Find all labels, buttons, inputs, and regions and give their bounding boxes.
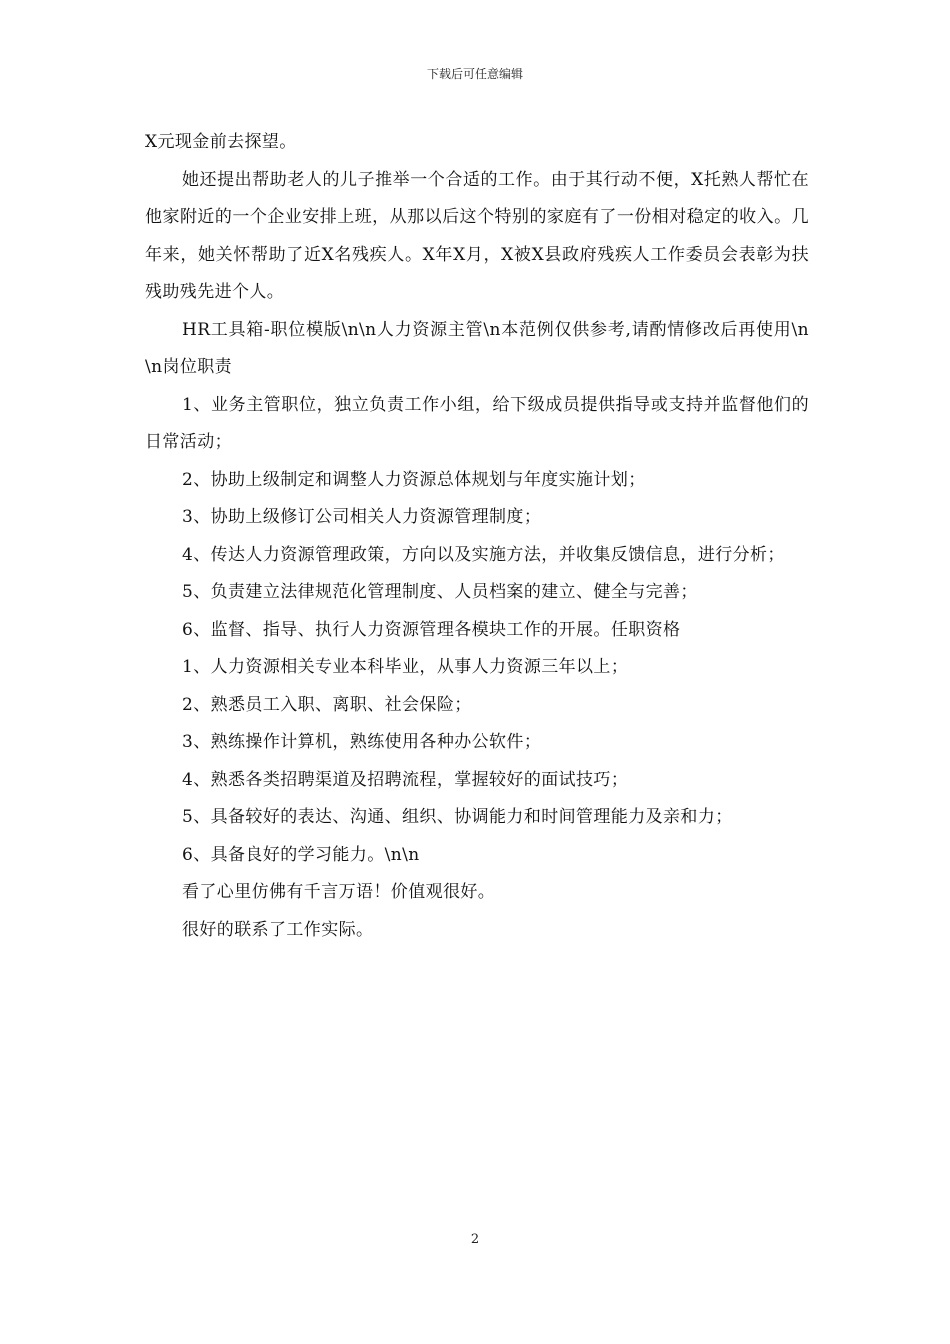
paragraph-3: HR工具箱-职位模版\n\n人力资源主管\n本范例仅供参考,请酌情修改后再使用\n\n岗位职责 [145,319,809,377]
list-item: 1、人力资源相关专业本科毕业，从事人力资源三年以上； [182,657,629,677]
list-item: 5、具备较好的表达、沟通、组织、协调能力和时间管理能力及亲和力； [182,807,733,827]
list-item: 1、业务主管职位，独立负责工作小组，给下级成员提供指导或支持并监督他们的日常活动； [145,394,809,452]
comment-paragraph: 很好的联系了工作实际。 [182,919,374,940]
paragraph-2: 她还提出帮助老人的儿子推举一个合适的工作。由于其行动不便，X托熟人帮忙在他家附近的一个企业安排上班，从那以后这个特别的家庭有了一份相对稳定的收入。几年来，她关怀帮助了近X名残疾人。X年X月，X被X县政府残疾人工作委员会表彰为扶残助残先进个人。 [145,169,809,302]
list-item: 2、熟悉员工入职、离职、社会保险； [182,694,472,715]
comment-paragraph: 看了心里仿佛有千言万语！价值观很好。 [182,882,496,902]
list-item: 5、负责建立法律规范化管理制度、人员档案的建立、健全与完善； [182,582,698,602]
page-header: 下载后可任意编辑 [426,67,523,81]
list-item: 6、具备良好的学习能力。\n\n [182,844,420,865]
list-item: 4、传达人力资源管理政策，方向以及实施方法，并收集反馈信息，进行分析； [182,544,785,565]
page-number: 2 [470,1232,480,1247]
list-item: 6、监督、指导、执行人力资源管理各模块工作的开展。任职资格 [182,619,681,640]
list-item: 4、熟悉各类招聘渠道及招聘流程，掌握较好的面试技巧； [182,769,629,790]
paragraph-1: X元现金前去探望。 [145,132,297,152]
list-item: 2、协助上级制定和调整人力资源总体规划与年度实施计划； [182,469,646,490]
list-item: 3、熟练操作计算机，熟练使用各种办公软件； [182,732,542,752]
list-item: 3、协助上级修订公司相关人力资源管理制度； [182,507,542,527]
document-body [145,124,809,949]
